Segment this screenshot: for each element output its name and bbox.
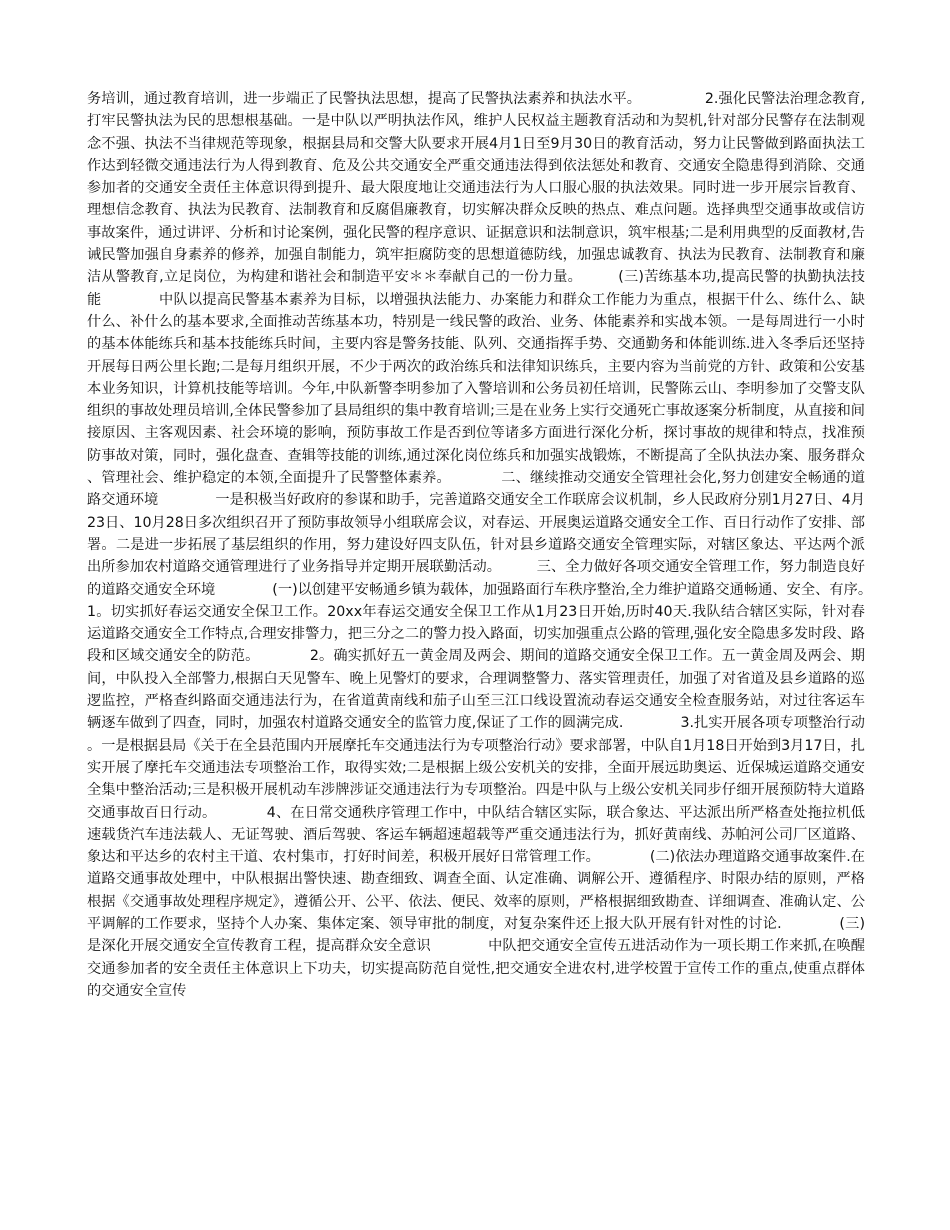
- body-paragraph: 务培训，通过教育培训，进一步端正了民警执法思想，提高了民警执法素养和执法水平。 2.强化民警法治理念教育,打牢民警执法为民的思想根基础。一是中队以严明执法作风，维护人民权益主题教育活动和为契机,针对部分民警存在法制观念不强、执法不当律规范等现象，根据县局和交警大队要求开展4月1日至9月30日的教育活动，努力让民警做到路面执法工作达到轻微交通违法行为人得到教育、危及公共交通安全严重交通违法得到依法惩处和教育、交通安全隐患得到消除、交通参加者的交通安全责任主体意识得到提升、最大限度地让交通违法行为人口服心服的执法效果。同时进一步开展宗旨教育、理想信念教育、执法为民教育、法制教育和反腐倡廉教育，切实解决群众反映的热点、难点问题。选择典型交通事故或信访事故案件，通过讲评、分析和讨论案例，强化民警的程序意识、证据意识和法制意识，筑牢根基;二是利用典型的反面教材,告诫民警加强自身素养的修养，加强自制能力，筑牢拒腐防变的思想道德防线，加强忠诚教育、执法为民教育、法制教育和廉洁从警教育,立足岗位，为构建和谐社会和制造平安＊＊奉献自己的一份力量。 (三)苦练基本功,提高民警的执勤执法技能 中队以提高民警基本素养为目标，以增强执法能力、办案能力和群众工作能力为重点，根据干什么、练什么、缺什么、补什么的基本要求,全面推动苦练基本功，特别是一线民警的政治、业务、体能素养和实战本领。一是每周进行一小时的基本体能练兵和基本技能练兵时间，主要内容是警务技能、队列、交通指挥手势、交通勤务和体能训练.进入冬季后还坚持开展每日两公里长跑;二是每月组织开展，不少于两次的政治练兵和法律知识练兵，主要内容为当前党的方针、政策和公安基本业务知识，计算机技能等培训。今年,中队新警李明参加了入警培训和公务员初任培训，民警陈云山、李明参加了交警支队组织的事故处理员培训,全体民警参加了县局组织的集中教育培训;三是在业务上实行交通死亡事故逐案分析制度，从直接和间接原因、主客观因素、社会环境的影响，预防事故工作是否到位等诸多方面进行深化分析，探讨事故的规律和特点，找准预防事故对策，同时，强化盘查、查辑等技能的训练,通过深化岗位练兵和加强实战锻炼，不断提高了全队执法办案、服务群众、管理社会、维护稳定的本领,全面提升了民警整体素养。 二、继续推动交通安全管理社会化,努力创建安全畅通的道路交通环境 一是积极当好政府的参谋和助手，完善道路交通安全工作联席会议机制，乡人民政府分别1月27日、4月23日、10月28日多次组织召开了预防事故领导小组联席会议，对春运、开展奥运道路交通安全工作、百日行动作了安排、部署。二是进一步拓展了基层组织的作用，努力建设好四支队伍，针对县乡道路交通安全管理实际，对辖区象达、平达两个派出所参加农村道路交通管理进行了业务指导并定期开展联勤活动。 三、全力做好各项交通安全管理工作，努力制造良好的道路交通安全环境 (一)以创建平安畅通乡镇为载体，加强路面行车秩序整治,全力维护道路交通畅通、安全、有序。 1。切实抓好春运交通安全保卫工作。20xx年春运交通安全保卫工作从1月23日开始,历时40天.我队结合辖区实际，针对春运道路交通安全工作特点,合理安排警力，把三分之二的警力投入路面，切实加强重点公路的管理,强化安全隐患多发时段、路段和区域交通安全的防范。 2。确实抓好五一黄金周及两会、期间的道路交通安全保卫工作。五一黄金周及两会、期间，中队投入全部警力,根据白天见警车、晚上见警灯的要求，合理调整警力、落实管理责任，加强了对省道及县乡道路的巡逻监控，严格查纠路面交通违法行为，在省道黄南线和茄子山至三江口线设置流动春运交通安全检查服务站，对过往客运车辆逐车做到了四查，同时，加强农村道路交通安全的监管力度,保证了工作的圆满完成. 3.扎实开展各项专项整治行动。一是根据县局《关于在全县范围内开展摩托车交通违法行为专项整治行动》要求部署，中队自1月18日开始到3月17日，扎实开展了摩托车交通违法专项整治工作，取得实效;二是根据上级公安机关的安排，全面开展远助奥运、近保城运道路交通安全集中整治活动;三是积极开展机动车涉牌涉证交通违法行为专项整治。四是中队与上级公安机关同步仔细开展预防特大道路交通事故百日行动。 4、在日常交通秩序管理工作中，中队结合辖区实际，联合象达、平达派出所严格查处拖拉机低速载货汽车违法载人、无证驾驶、酒后驾驶、客运车辆超速超载等严重交通违法行为，抓好黄南线、苏帕河公司厂区道路、象达和平达乡的农村主干道、农村集市，打好时间差，积极开展好日常管理工作。 (二)依法办理道路交通事故案件.在道路交通事故处理中，中队根据出警快速、勘查细致、调查全面、认定准确、调解公开、遵循程序、时限办结的原则，严格根据《交通事故处理程序规定》，遵循公开、公平、依法、便民、效率的原则，严格根据细致勘查、详细调查、准确认定、公平调解的工作要求，坚持个人办案、集体定案、领导审批的制度，对复杂案件还上报大队开展有针对性的讨论. (三)是深化开展交通安全宣传教育工程，提高群众安全意识 中队把交通安全宣传五进活动作为一项长期工作来抓,在唤醒交通参加者的安全责任主体意识上下功夫，切实提高防范自觉性,把交通安全进农村,进学校置于宣传工作的重点,使重点群体的交通安全宣传: [87, 91, 922, 999]
- document-page: [87, 88, 922, 1002]
